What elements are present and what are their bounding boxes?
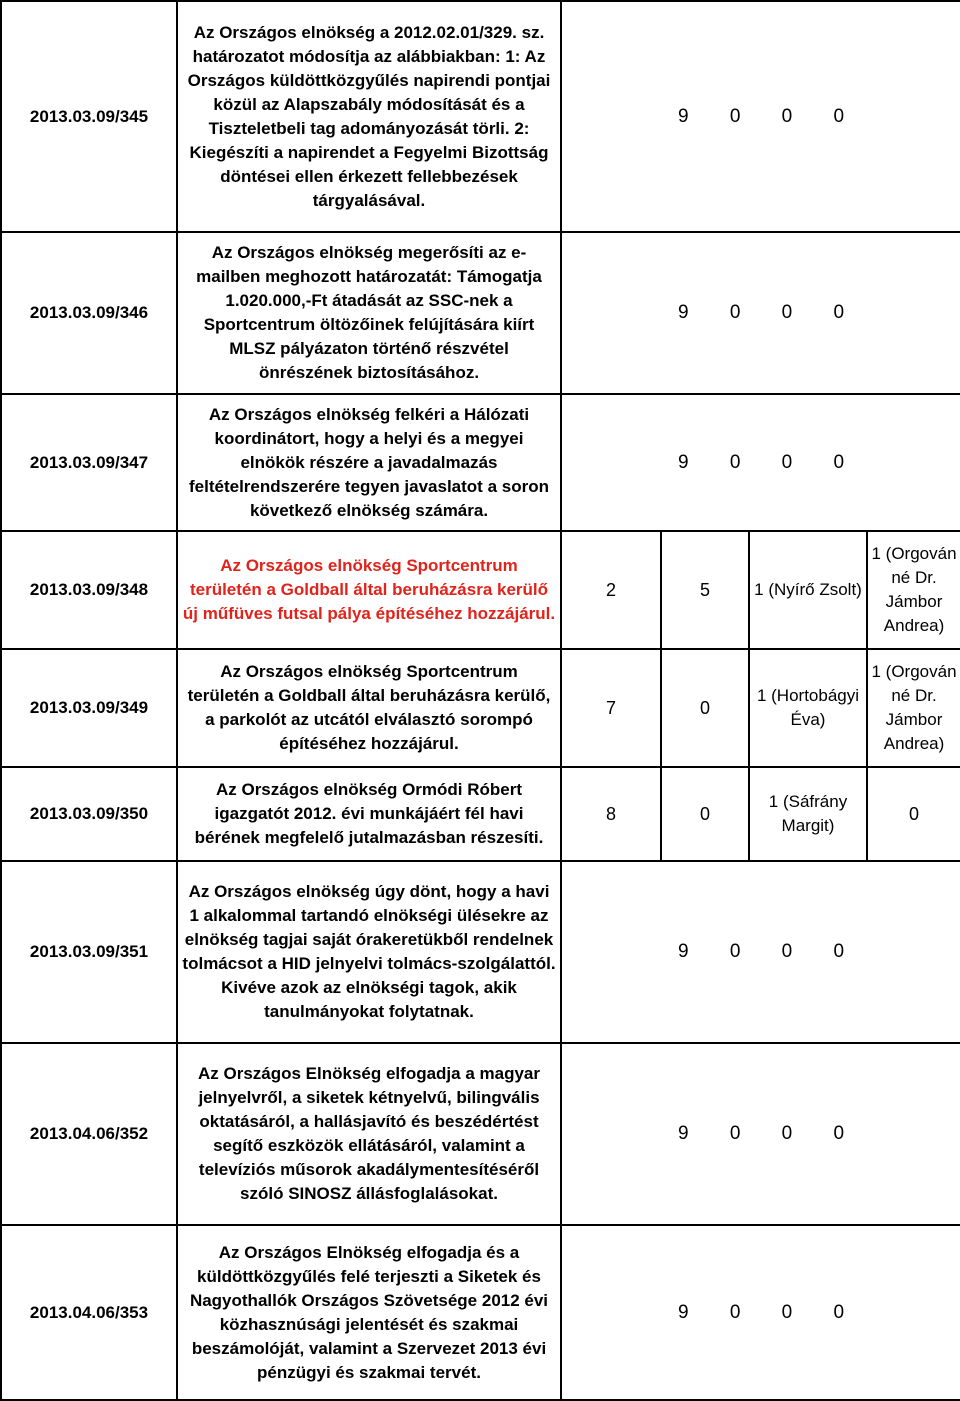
vote-counts: 9 0 0 0 (561, 861, 960, 1043)
no-votes: 0 (661, 649, 749, 767)
resolution-text: Az Országos Elnökség elfogadja és a küldöttközgyűlés felé terjeszti a Siketek és Nagyothallók Országos Szövetsége 2012 évi közhasznúsági jelentését és szakmai beszámolóját, valamint a Szervezet 2013 évi pénzügyi és szakmai tervét. (177, 1225, 561, 1400)
resolution-number: 2013.03.09/350 (1, 767, 177, 861)
resolution-text: Az Országos elnökség Sportcentrum területén a Goldball által beruházásra kerülő, a parkolót az utcától elválasztó sorompó építéséhez hozzájárul. (177, 649, 561, 767)
vote-counts: 9 0 0 0 (561, 394, 960, 531)
resolution-number: 2013.03.09/348 (1, 531, 177, 649)
no-votes: 0 (661, 767, 749, 861)
vote-counts: 9 0 0 0 (561, 1043, 960, 1225)
yes-votes: 7 (561, 649, 661, 767)
abstain-votes: 1 (Hortobágyi Éva) (749, 649, 867, 767)
resolution-text-highlighted: Az Országos elnökség Sportcentrum területén a Goldball által beruházásra kerülő új műfüves futsal pálya építéséhez hozzájárul. (177, 531, 561, 649)
resolution-text: Az Országos elnökség úgy dönt, hogy a havi 1 alkalommal tartandó elnökségi ülésekre az elnökség tagjai saját órakeretükből rendelnek tolmácsot a HID jelnyelvi tolmács-szolgálattól. Kivéve azok az elnökségi tagok, akik tanulmányokat folytatnak. (177, 861, 561, 1043)
resolution-number: 2013.03.09/347 (1, 394, 177, 531)
absent-members: 0 (867, 767, 960, 861)
table-row (1, 1225, 960, 1400)
resolution-text: Az Országos Elnökség elfogadja a magyar jelnyelvről, a siketek kétnyelvű, bilingvális oktatásáról, a hallásjavító és beszédértést segítő eszközök ellátásáról, valamint a televíziós műsorok akadálymentesítéséről szóló SINOSZ állásfoglalásokat. (177, 1043, 561, 1225)
table-row (1, 1, 960, 232)
table-row (1, 1043, 960, 1225)
resolution-number: 2013.03.09/351 (1, 861, 177, 1043)
yes-votes: 8 (561, 767, 661, 861)
resolution-text: Az Országos elnökség felkéri a Hálózati koordinátort, hogy a helyi és a megyei elnökök részére a javadalmazás feltételrendszerére tegyen javaslatot a soron következő elnökség számára. (177, 394, 561, 531)
resolution-number: 2013.04.06/353 (1, 1225, 177, 1400)
table-row (1, 394, 960, 531)
resolution-number: 2013.03.09/345 (1, 1, 177, 232)
no-votes: 5 (661, 531, 749, 649)
table-row (1, 232, 960, 394)
table-row (1, 767, 960, 861)
resolution-number: 2013.03.09/349 (1, 649, 177, 767)
table-row (1, 861, 960, 1043)
vote-counts: 9 0 0 0 (561, 1, 960, 232)
vote-counts: 9 0 0 0 (561, 232, 960, 394)
resolution-number: 2013.03.09/346 (1, 232, 177, 394)
table-row (1, 531, 960, 649)
absent-members: 1 (Orgován né Dr. Jámbor Andrea) (867, 649, 960, 767)
yes-votes: 2 (561, 531, 661, 649)
resolution-text: Az Országos elnökség megerősíti az e-mailben meghozott határozatát: Támogatja 1.020.000,-Ft átadását az SSC-nek a Sportcentrum öltözőinek felújítására kiírt MLSZ pályázaton történő részvétel önrészének biztosításához. (177, 232, 561, 394)
table-row (1, 649, 960, 767)
absent-members: 1 (Orgován né Dr. Jámbor Andrea) (867, 531, 960, 649)
resolution-number: 2013.04.06/352 (1, 1043, 177, 1225)
abstain-votes: 1 (Nyírő Zsolt) (749, 531, 867, 649)
resolution-text: Az Országos elnökség a 2012.02.01/329. sz. határozatot módosítja az alábbiakban: 1: Az Országos küldöttközgyűlés napirendi pontjai közül az Alapszabály módosítását és a Tiszteletbeli tag adományozását törli. 2: Kiegészíti a napirendet a Fegyelmi Bizottság döntései ellen érkezett fellebbezések tárgyalásával. (177, 1, 561, 232)
resolution-text: Az Országos elnökség Ormódi Róbert igazgatót 2012. évi munkájáért fél havi bérének megfelelő jutalmazásban részesíti. (177, 767, 561, 861)
vote-counts: 9 0 0 0 (561, 1225, 960, 1400)
abstain-votes: 1 (Sáfrány Margit) (749, 767, 867, 861)
